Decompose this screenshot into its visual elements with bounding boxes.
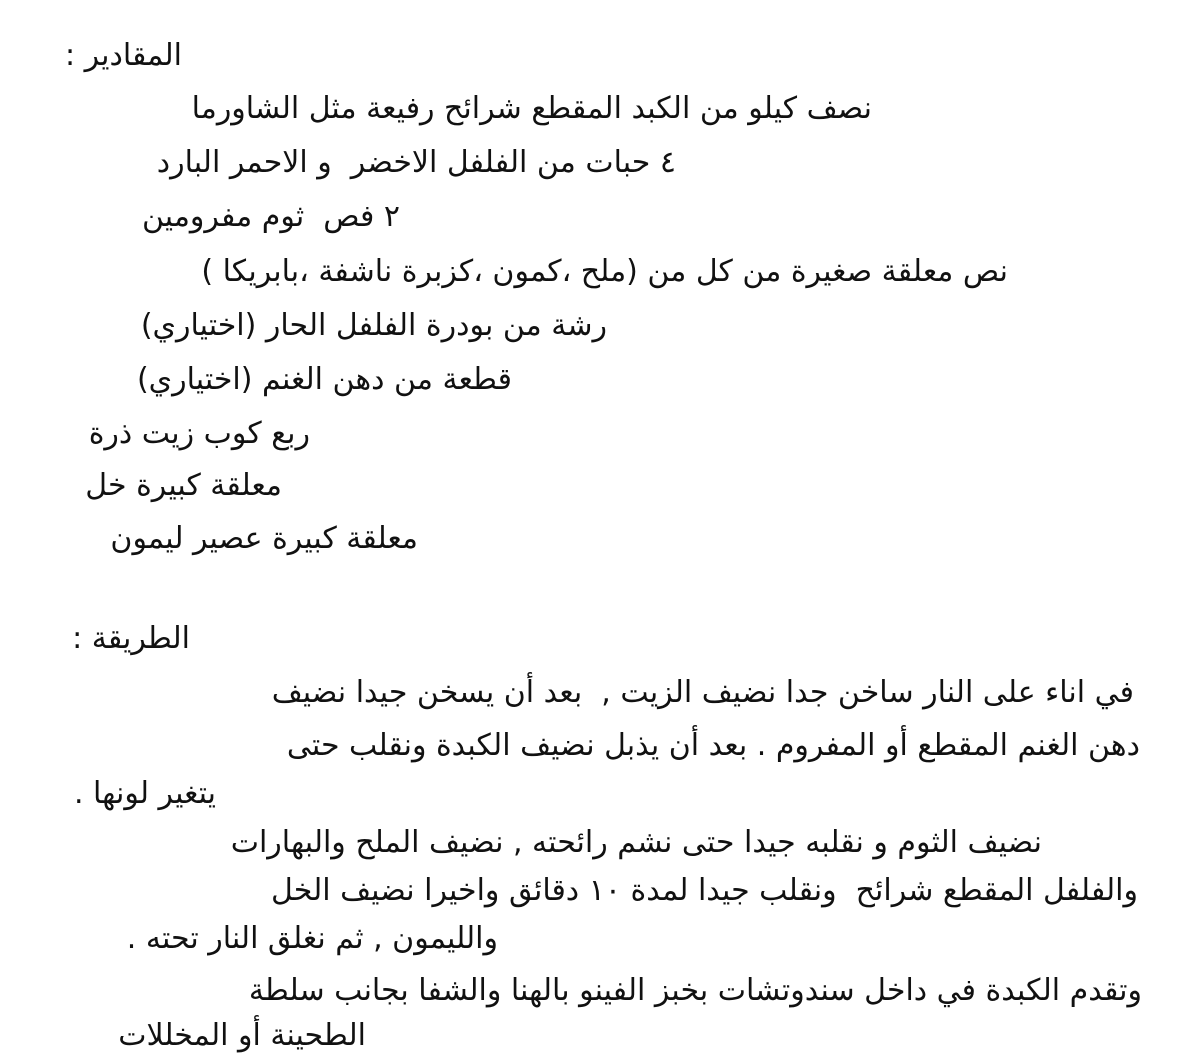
method-line: وتقدم الكبدة في داخل سندوتشات بخبز الفينو بالهنا والشفا بجانب سلطة <box>248 973 1142 1008</box>
method-line: دهن الغنم المقطع أو المفروم . بعد أن يذبل نضيف الكبدة ونقلب حتى <box>286 728 1140 763</box>
method-line: يتغير لونها . <box>73 776 216 811</box>
ingredient-item: نصف كيلو من الكبد المقطع شرائح رفيعة مثل الشاورما <box>191 91 872 126</box>
ingredient-item: ٢ فص ثوم مفرومين <box>141 199 400 234</box>
method-heading: الطريقة : <box>72 621 190 656</box>
method-line: في اناء على النار ساخن جدا نضيف الزيت , بعد أن يسخن جيدا نضيف <box>271 675 1134 710</box>
method-line: الطحينة أو المخللات <box>118 1018 366 1053</box>
ingredient-item: نص معلقة صغيرة من كل من (ملح ،كمون ،كزبرة ناشفة ،بابريكا ) <box>201 254 1008 289</box>
method-line: والليمون , ثم نغلق النار تحته . <box>126 921 498 956</box>
ingredient-item: رشة من بودرة الفلفل الحار (اختياري) <box>140 308 607 343</box>
method-line: نضيف الثوم و نقلبه جيدا حتى نشم رائحته , نضيف الملح والبهارات <box>230 825 1042 860</box>
ingredient-item: ٤ حبات من الفلفل الاخضر و الاحمر البارد <box>156 145 676 180</box>
ingredient-item: معلقة كبيرة عصير ليمون <box>110 521 418 556</box>
method-line: والفلفل المقطع شرائح ونقلب جيدا لمدة ١٠ دقائق واخيرا نضيف الخل <box>271 873 1138 908</box>
ingredient-item: ربع كوب زيت ذرة <box>88 416 310 451</box>
ingredient-item: قطعة من دهن الغنم (اختياري) <box>136 362 512 397</box>
ingredient-item: معلقة كبيرة خل <box>85 468 282 503</box>
ingredients-heading: المقادير : <box>64 38 182 73</box>
